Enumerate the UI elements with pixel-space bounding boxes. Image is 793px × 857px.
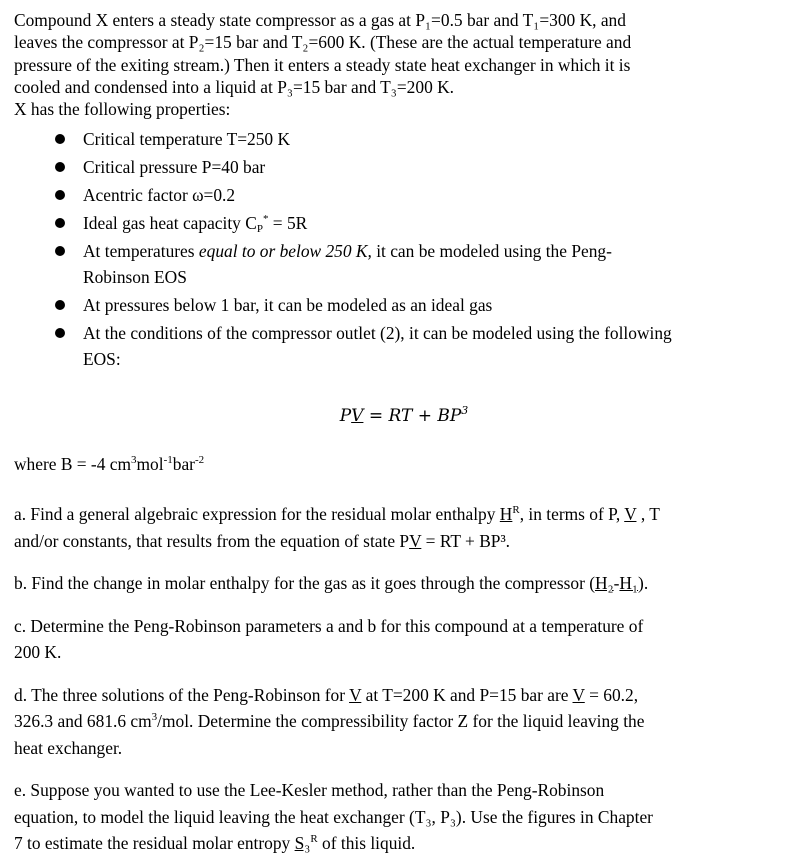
where-mid-1: mol [136,454,164,475]
pr-line1-suffix: it can be modeled using the Peng- [371,241,612,262]
property-item-outlet-eos [14,320,786,372]
qd-line1-suffix: = 60.2, [584,684,639,705]
bullet-icon [55,190,65,200]
intro-line-4: cooled and condensed into a liquid at P₃=15 bar and T₃=200 K. [14,76,455,97]
question-e [14,777,786,857]
bullet-icon [55,162,65,172]
qd-line2-prefix: 326.3 and 681.6 cm [14,711,152,732]
qe-s3-sup: R [310,833,318,846]
intro-line-2: leaves the compressor at P₂=15 bar and T₂=600 K. (These are the actual temperature and [14,32,632,53]
qa-prefix: a. Find a general algebraic expression for the residual molar enthalpy [14,504,500,525]
qd-v: V [349,684,362,705]
question-a-line-2 [14,528,786,555]
question-b-line-1 [14,570,786,597]
question-a-line-1 [14,501,786,528]
question-e-line-1: e. Suppose you wanted to use the Lee-Kesler method, rather than the Peng-Robinson [14,780,605,801]
intro-line-3: pressure of the exiting stream.) Then it enters a steady state heat exchanger in which it is [14,54,631,75]
qa-line2-suffix: = RT + BP³. [421,530,511,551]
where-sup-2: -1 [163,454,173,467]
question-d [14,682,786,762]
question-c-line-2: 200 K. [14,642,62,663]
properties-list [14,126,786,372]
qa-line1-suffix: , T [636,504,660,525]
pr-prefix: At temperatures [83,241,199,262]
question-d-line-1 [14,682,786,709]
qb-h2: H₂ [595,573,614,594]
where-prefix: where B = -4 cm [14,454,132,475]
b-constant-definition [14,453,786,475]
bullet-icon [55,218,65,228]
qd-prefix: d. The three solutions of the Peng-Robinson for [14,684,350,705]
question-d-line-3: heat exchanger. [14,737,123,758]
question-b [14,570,786,597]
qe-s3: S₃ [294,833,311,854]
pr-line2: Robinson EOS [83,267,187,288]
intro-line-5: X has the following properties: [14,99,231,120]
property-text: Critical temperature T=250 K [83,129,290,150]
property-item-peng-robinson [14,238,786,290]
eq-v: V [351,406,364,427]
qd-line2-sup: 3 [151,711,158,724]
property-item-heat-capacity [14,210,786,238]
property-item-acentric-factor [14,182,786,210]
qa-h-sup: R [512,504,520,517]
question-e-line-3 [14,830,786,857]
qe-line3-suffix: of this liquid. [317,833,416,854]
equation-of-state [14,406,786,430]
qa-v: V [624,504,637,525]
qa-v2: V [409,530,422,551]
property-text: At pressures below 1 bar, it can be modeled as an ideal gas [83,295,493,316]
property-item-critical-temperature [14,126,786,154]
pr-italic: equal to or below 250 K, [198,241,372,262]
eq-exponent: 3 [461,404,469,418]
qd-line2-suffix: /mol. Determine the compressibility factor Z for the liquid leaving the [157,711,645,732]
bullet-icon [55,246,65,256]
eq-p: P [339,406,352,427]
heat-capacity-subscript: P [256,223,263,236]
intro-line-1: Compound X enters a steady state compressor as a gas at P₁=0.5 bar and T₁=300 K, and [14,10,626,30]
bullet-icon [55,300,65,310]
property-item-critical-pressure [14,154,786,182]
property-text: Critical pressure P=40 bar [83,157,266,178]
qb-h1: H₁ [619,573,639,594]
problem-page [14,9,786,857]
eq-rest: = RT + BP [363,406,462,427]
where-sup-3: -2 [194,454,205,467]
outlet-line1: At the conditions of the compressor outlet (2), it can be modeled using the following [83,323,672,344]
question-c [14,613,786,666]
heat-capacity-value: = 5R [268,213,308,234]
question-e-line-2: equation, to model the liquid leaving the heat exchanger (T₃, P₃). Use the figures in Chapter [14,806,653,827]
qd-mid: at T=200 K and P=15 bar are [361,684,573,705]
qa-line2-prefix: and/or constants, that results from the equation of state P [14,530,410,551]
qa-h: H [499,504,513,525]
qd-v2: V [572,684,585,705]
qb-dash: - [613,573,620,594]
property-text: Ideal gas heat capacity C [83,213,257,234]
qa-mid: , in terms of P, [519,504,625,525]
qe-line3-prefix: 7 to estimate the residual molar entropy [14,833,295,854]
qb-prefix: b. Find the change in molar enthalpy for the gas as it goes through the compressor ( [14,573,595,594]
question-a [14,501,786,554]
question-c-line-1: c. Determine the Peng-Robinson parameters a and b for this compound at a temperature of [14,615,644,636]
property-item-ideal-gas [14,292,786,320]
where-sup-1: 3 [131,454,137,467]
heat-capacity-superscript: * [262,213,269,226]
qb-suffix: ). [638,573,649,594]
bullet-icon [55,328,65,338]
bullet-icon [55,134,65,144]
outlet-line2: EOS: [83,349,121,370]
question-d-line-2 [14,708,786,735]
property-text: Acentric factor ω=0.2 [83,185,236,206]
where-mid-2: bar [172,454,195,475]
problem-intro [14,9,786,120]
